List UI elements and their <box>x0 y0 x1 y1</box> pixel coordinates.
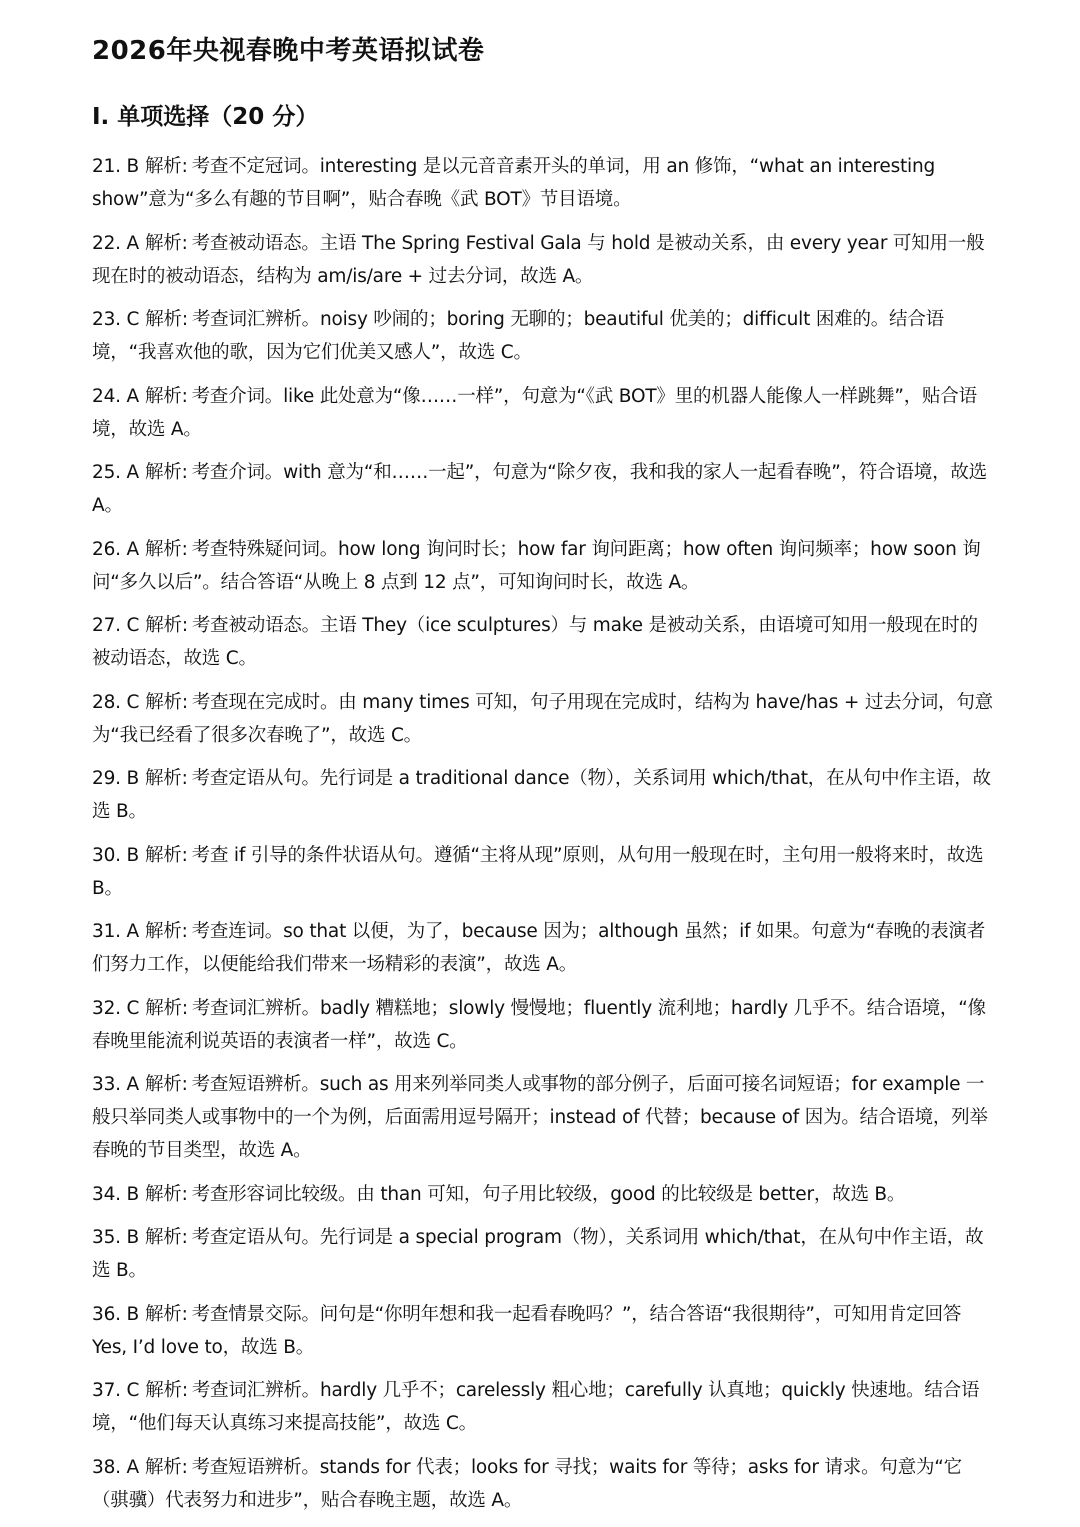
answer-explanation: 考查定语从句。先行词是 a special program（物），关系词用 which/that，在从句中作主语，故选 B。 <box>92 1227 984 1281</box>
answer-item-32 <box>92 992 994 1058</box>
answer-item-21 <box>92 150 994 216</box>
answer-item-38 <box>92 1451 994 1517</box>
answer-number: 21. B <box>92 156 139 177</box>
answer-list <box>92 150 994 1527</box>
analysis-label: 解析: <box>145 1227 188 1248</box>
answer-explanation: 考查短语辨析。stands for 代表；looks for 寻找；waits for 等待；asks for 请求。句意为“它（骐骥）代表努力和进步”，贴合春晚主题，故选 A。 <box>92 1456 962 1511</box>
answer-explanation: 考查被动语态。主语 They（ice sculptures）与 make 是被动关系，由语境可知用一般现在时的被动语态，故选 C。 <box>92 615 978 669</box>
answer-item-35 <box>92 1221 994 1287</box>
analysis-label: 解析: <box>144 1074 188 1095</box>
answer-explanation: 考查短语辨析。such as 用来列举同类人或事物的部分例子，后面可接名词短语；for example 一般只举同类人或事物中的一个为例，后面需用逗号隔开；instead of 代替；because of 因为。结合语境，列举春晚的节目类型，故选 A。 <box>92 1074 988 1161</box>
document-title: 2026年央视春晚中考英语拟试卷 <box>92 36 485 66</box>
analysis-label: 解析: <box>145 1183 188 1205</box>
answer-number: 32. C <box>92 997 140 1019</box>
analysis-label: 解析: <box>144 462 188 483</box>
answer-explanation: 考查现在完成时。由 many times 可知，句子用现在完成时，结构为 have/has + 过去分词，句意为“我已经看了很多次春晚了”，故选 C。 <box>92 691 993 746</box>
answer-number: 25. A <box>92 462 139 483</box>
answer-item-26 <box>92 533 994 599</box>
answer-item-23 <box>92 303 994 369</box>
answer-number: 31. A <box>92 921 139 942</box>
answer-explanation: 考查连词。so that 以便，为了，because 因为；although 虽然；if 如果。句意为“春晚的表演者们努力工作，以便能给我们带来一场精彩的表演”，故选 A。 <box>92 921 986 975</box>
answer-number: 26. A <box>92 538 139 560</box>
answer-explanation: 考查特殊疑问词。how long 询问时长；how far 询问距离；how often 询问频率；how soon 询问“多久以后”。结合答语“从晚上 8 点到 12 点”，可知询问时长，故选 A。 <box>92 538 981 593</box>
answer-explanation: 考查定语从句。先行词是 a traditional dance（物），关系词用 which/that，在从句中作主语，故选 B。 <box>92 768 991 822</box>
answer-explanation: 考查被动语态。主语 The Spring Festival Gala 与 hold 是被动关系，由 every year 可知用一般现在时的被动语态，结构为 am/is/are + 过去分词，故选 A。 <box>92 232 985 287</box>
answer-number: 33. A <box>92 1074 139 1095</box>
answer-number: 37. C <box>92 1380 140 1401</box>
answer-item-30 <box>92 839 994 905</box>
answer-item-33 <box>92 1068 994 1167</box>
answer-number: 34. B <box>92 1183 139 1205</box>
answer-explanation: 考查介词。with 意为“和……一起”，句意为“除夕夜，我和我的家人一起看春晚”，符合语境，故选 A。 <box>92 462 987 516</box>
answer-item-36 <box>92 1298 994 1364</box>
analysis-label: 解析: <box>145 768 188 789</box>
answer-number: 36. B <box>92 1303 139 1325</box>
answer-explanation: 考查不定冠词。interesting 是以元音音素开头的单词，用 an 修饰，“what an interesting show”意为“多么有趣的节目啊”，贴合春晚《武 BOT》节目语境。 <box>92 156 936 210</box>
analysis-label: 解析: <box>145 1380 188 1401</box>
analysis-label: 解析: <box>145 615 188 636</box>
answer-item-31 <box>92 915 994 981</box>
answer-number: 24. A <box>92 385 139 407</box>
answer-item-24 <box>92 380 994 446</box>
answer-explanation: 考查词汇辨析。badly 糟糕地；slowly 慢慢地；fluently 流利地；hardly 几乎不。结合语境，“像春晚里能流利说英语的表演者一样”，故选 C。 <box>92 997 986 1052</box>
analysis-label: 解析: <box>145 309 188 330</box>
analysis-label: 解析: <box>145 997 188 1019</box>
analysis-label: 解析: <box>144 232 188 254</box>
answer-explanation: 考查情景交际。问句是“你明年想和我一起看春晚吗？”，结合答语“我很期待”，可知用肯定回答 Yes, I’d love to，故选 B。 <box>92 1303 962 1358</box>
answer-explanation: 考查 if 引导的条件状语从句。遵循“主将从现”原则，从句用一般现在时，主句用一般将来时，故选 B。 <box>92 844 984 899</box>
answer-item-22 <box>92 227 994 293</box>
answer-explanation: 考查形容词比较级。由 than 可知，句子用比较级，good 的比较级是 better，故选 B。 <box>191 1183 906 1205</box>
answer-number: 23. C <box>92 309 140 330</box>
answer-item-25 <box>92 456 994 522</box>
analysis-label: 解析: <box>145 156 188 177</box>
analysis-label: 解析: <box>145 1303 188 1325</box>
answer-item-27 <box>92 609 994 675</box>
answer-number: 28. C <box>92 691 140 713</box>
analysis-label: 解析: <box>145 691 188 713</box>
answer-number: 22. A <box>92 232 139 254</box>
answer-number: 27. C <box>92 615 140 636</box>
answer-item-28 <box>92 686 994 752</box>
analysis-label: 解析: <box>145 844 188 866</box>
answer-number: 29. B <box>92 768 139 789</box>
answer-number: 35. B <box>92 1227 139 1248</box>
answer-number: 38. A <box>92 1456 139 1478</box>
answer-item-37 <box>92 1374 994 1440</box>
analysis-label: 解析: <box>144 1456 188 1478</box>
answer-item-29 <box>92 762 994 828</box>
answer-explanation: 考查词汇辨析。noisy 吵闹的；boring 无聊的；beautiful 优美的；difficult 困难的。结合语境，“我喜欢他的歌，因为它们优美又感人”，故选 C。 <box>92 309 944 363</box>
section-heading: Ⅰ. 单项选择（20 分） <box>92 104 319 130</box>
analysis-label: 解析: <box>144 538 188 560</box>
answer-number: 30. B <box>92 844 139 866</box>
answer-explanation: 考查介词。like 此处意为“像……一样”，句意为“《武 BOT》里的机器人能像人一样跳舞”，贴合语境，故选 A。 <box>92 385 977 440</box>
answer-item-34 <box>92 1178 994 1211</box>
answer-explanation: 考查词汇辨析。hardly 几乎不；carelessly 粗心地；carefully 认真地；quickly 快速地。结合语境，“他们每天认真练习来提高技能”，故选 C。 <box>92 1380 980 1434</box>
analysis-label: 解析: <box>144 921 188 942</box>
analysis-label: 解析: <box>144 385 188 407</box>
